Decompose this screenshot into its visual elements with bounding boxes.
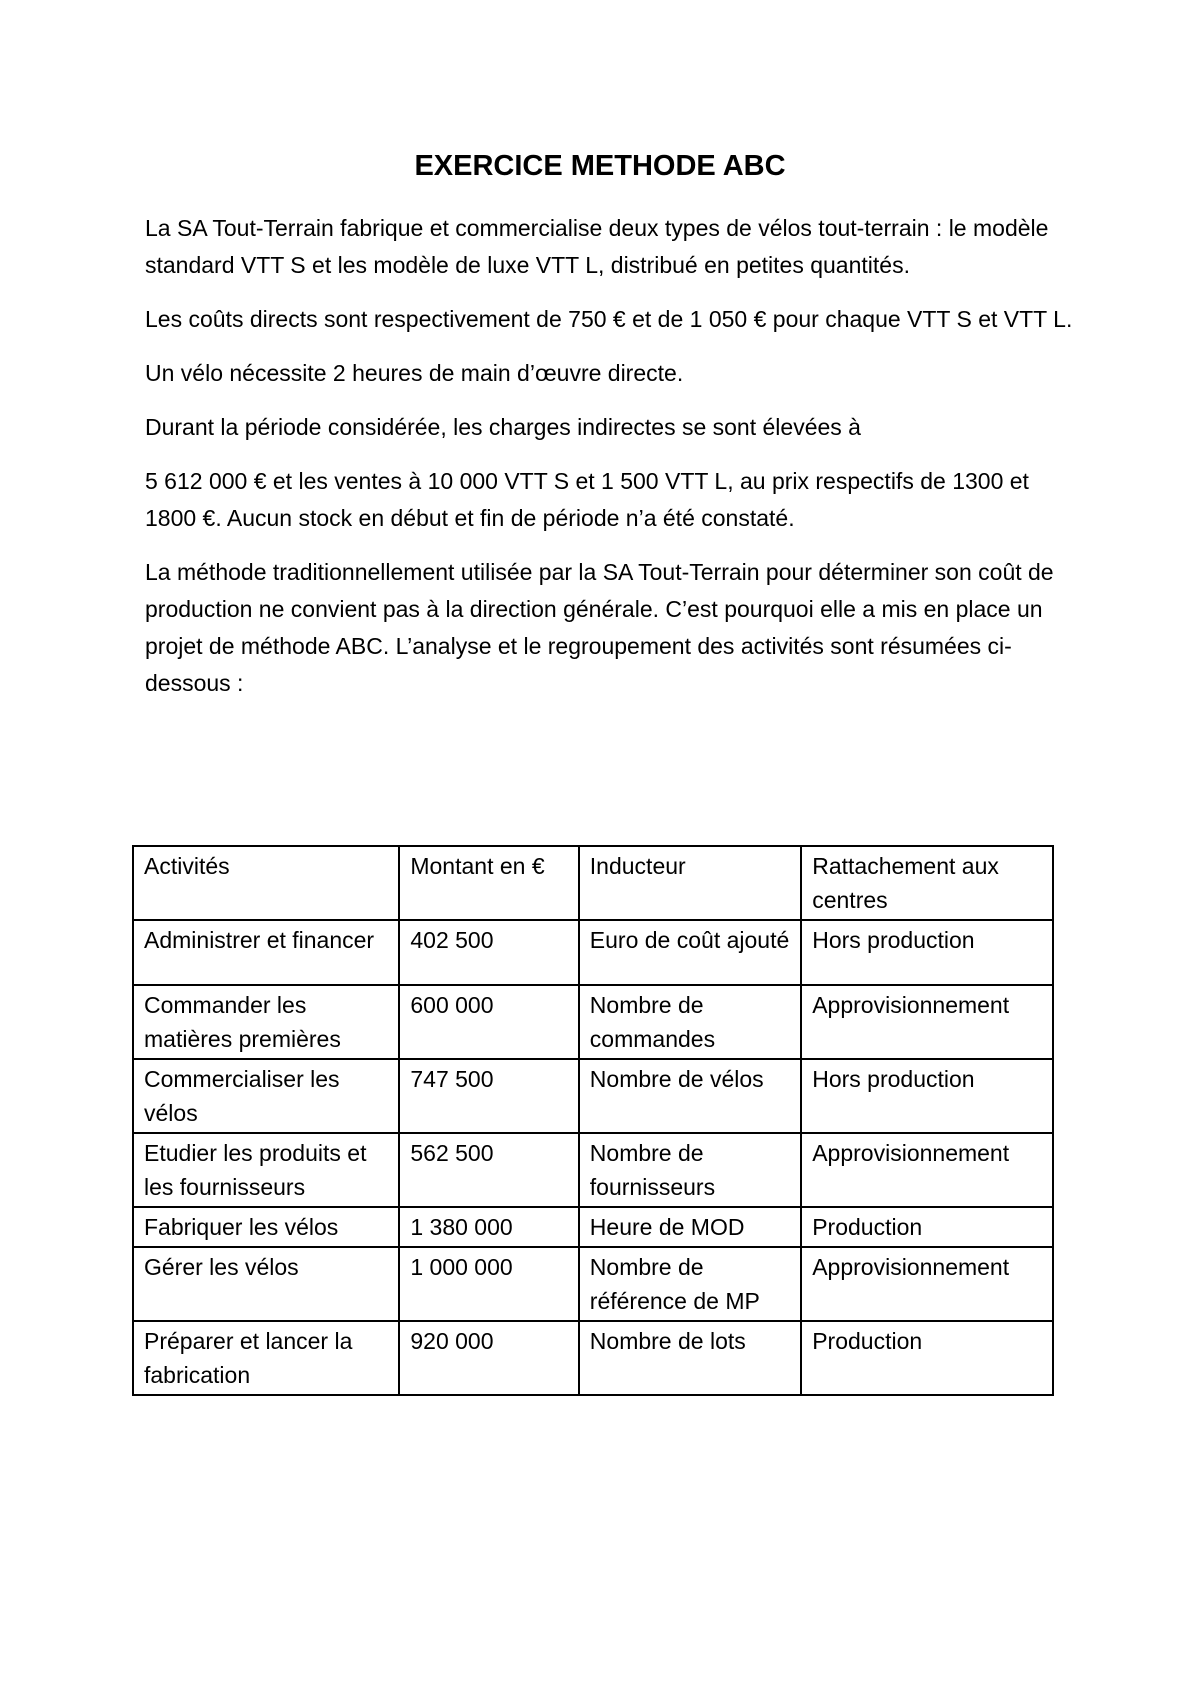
cell-rattachement: Approvisionnement <box>801 1247 1053 1321</box>
cell-rattachement: Production <box>801 1321 1053 1395</box>
activities-table <box>132 845 1054 1396</box>
table-row <box>133 920 1053 985</box>
cell-montant: 1 000 000 <box>399 1247 578 1321</box>
paragraph-intro: La SA Tout-Terrain fabrique et commercialise deux types de vélos tout-terrain : le modèle standard VTT S et les modèle de luxe VTT L, distribué en petites quantités. <box>145 215 1049 278</box>
table-row <box>133 1321 1053 1395</box>
paragraph-method: La méthode traditionnellement utilisée par la SA Tout-Terrain pour déterminer son coût de production ne convient pas à la direction générale. C’est pourquoi elle a mis en place un projet de méthode ABC. L’analyse et le regroupement des activités sont résumées ci-dessous : <box>145 559 1054 696</box>
paragraph-labor: Un vélo nécessite 2 heures de main d’œuvre directe. <box>145 360 684 386</box>
cell-montant: 600 000 <box>399 985 578 1059</box>
cell-inducteur: Nombre de commandes <box>579 985 801 1059</box>
cell-montant: 402 500 <box>399 920 578 985</box>
header-inducteur: Inducteur <box>579 846 801 920</box>
cell-activite: Commander les matières premières <box>133 985 399 1059</box>
table-row <box>133 1059 1053 1133</box>
cell-activite: Préparer et lancer la fabrication <box>133 1321 399 1395</box>
header-rattachement: Rattachement aux centres <box>801 846 1053 920</box>
cell-montant: 920 000 <box>399 1321 578 1395</box>
paragraph-direct-costs: Les coûts directs sont respectivement de 750 € et de 1 050 € pour chaque VTT S et VTT L. <box>145 306 1073 332</box>
cell-inducteur: Nombre de lots <box>579 1321 801 1395</box>
table-header-row <box>133 846 1053 920</box>
header-activites: Activités <box>133 846 399 920</box>
cell-rattachement: Hors production <box>801 920 1053 985</box>
paragraph-indirect-charges: Durant la période considérée, les charges indirectes se sont élevées à <box>145 414 861 440</box>
cell-inducteur: Heure de MOD <box>579 1207 801 1247</box>
table-row <box>133 1207 1053 1247</box>
header-montant: Montant en € <box>399 846 578 920</box>
cell-rattachement: Approvisionnement <box>801 985 1053 1059</box>
cell-activite: Administrer et financer <box>133 920 399 985</box>
cell-inducteur: Nombre de fournisseurs <box>579 1133 801 1207</box>
cell-inducteur: Euro de coût ajouté <box>579 920 801 985</box>
cell-activite: Gérer les vélos <box>133 1247 399 1321</box>
cell-montant: 562 500 <box>399 1133 578 1207</box>
cell-activite: Etudier les produits et les fournisseurs <box>133 1133 399 1207</box>
table-row <box>133 1247 1053 1321</box>
table-row <box>133 1133 1053 1207</box>
cell-rattachement: Approvisionnement <box>801 1133 1053 1207</box>
paragraph-sales: 5 612 000 € et les ventes à 10 000 VTT S et 1 500 VTT L, au prix respectifs de 1300 et 1800 €. Aucun stock en début et fin de période n’a été constaté. <box>145 468 1029 531</box>
cell-rattachement: Hors production <box>801 1059 1053 1133</box>
table-row <box>133 985 1053 1059</box>
cell-inducteur: Nombre de référence de MP <box>579 1247 801 1321</box>
cell-montant: 1 380 000 <box>399 1207 578 1247</box>
cell-activite: Fabriquer les vélos <box>133 1207 399 1247</box>
document-title: EXERCICE METHODE ABC <box>414 150 786 182</box>
document-body <box>145 210 1075 719</box>
cell-activite: Commercialiser les vélos <box>133 1059 399 1133</box>
cell-rattachement: Production <box>801 1207 1053 1247</box>
cell-montant: 747 500 <box>399 1059 578 1133</box>
cell-inducteur: Nombre de vélos <box>579 1059 801 1133</box>
